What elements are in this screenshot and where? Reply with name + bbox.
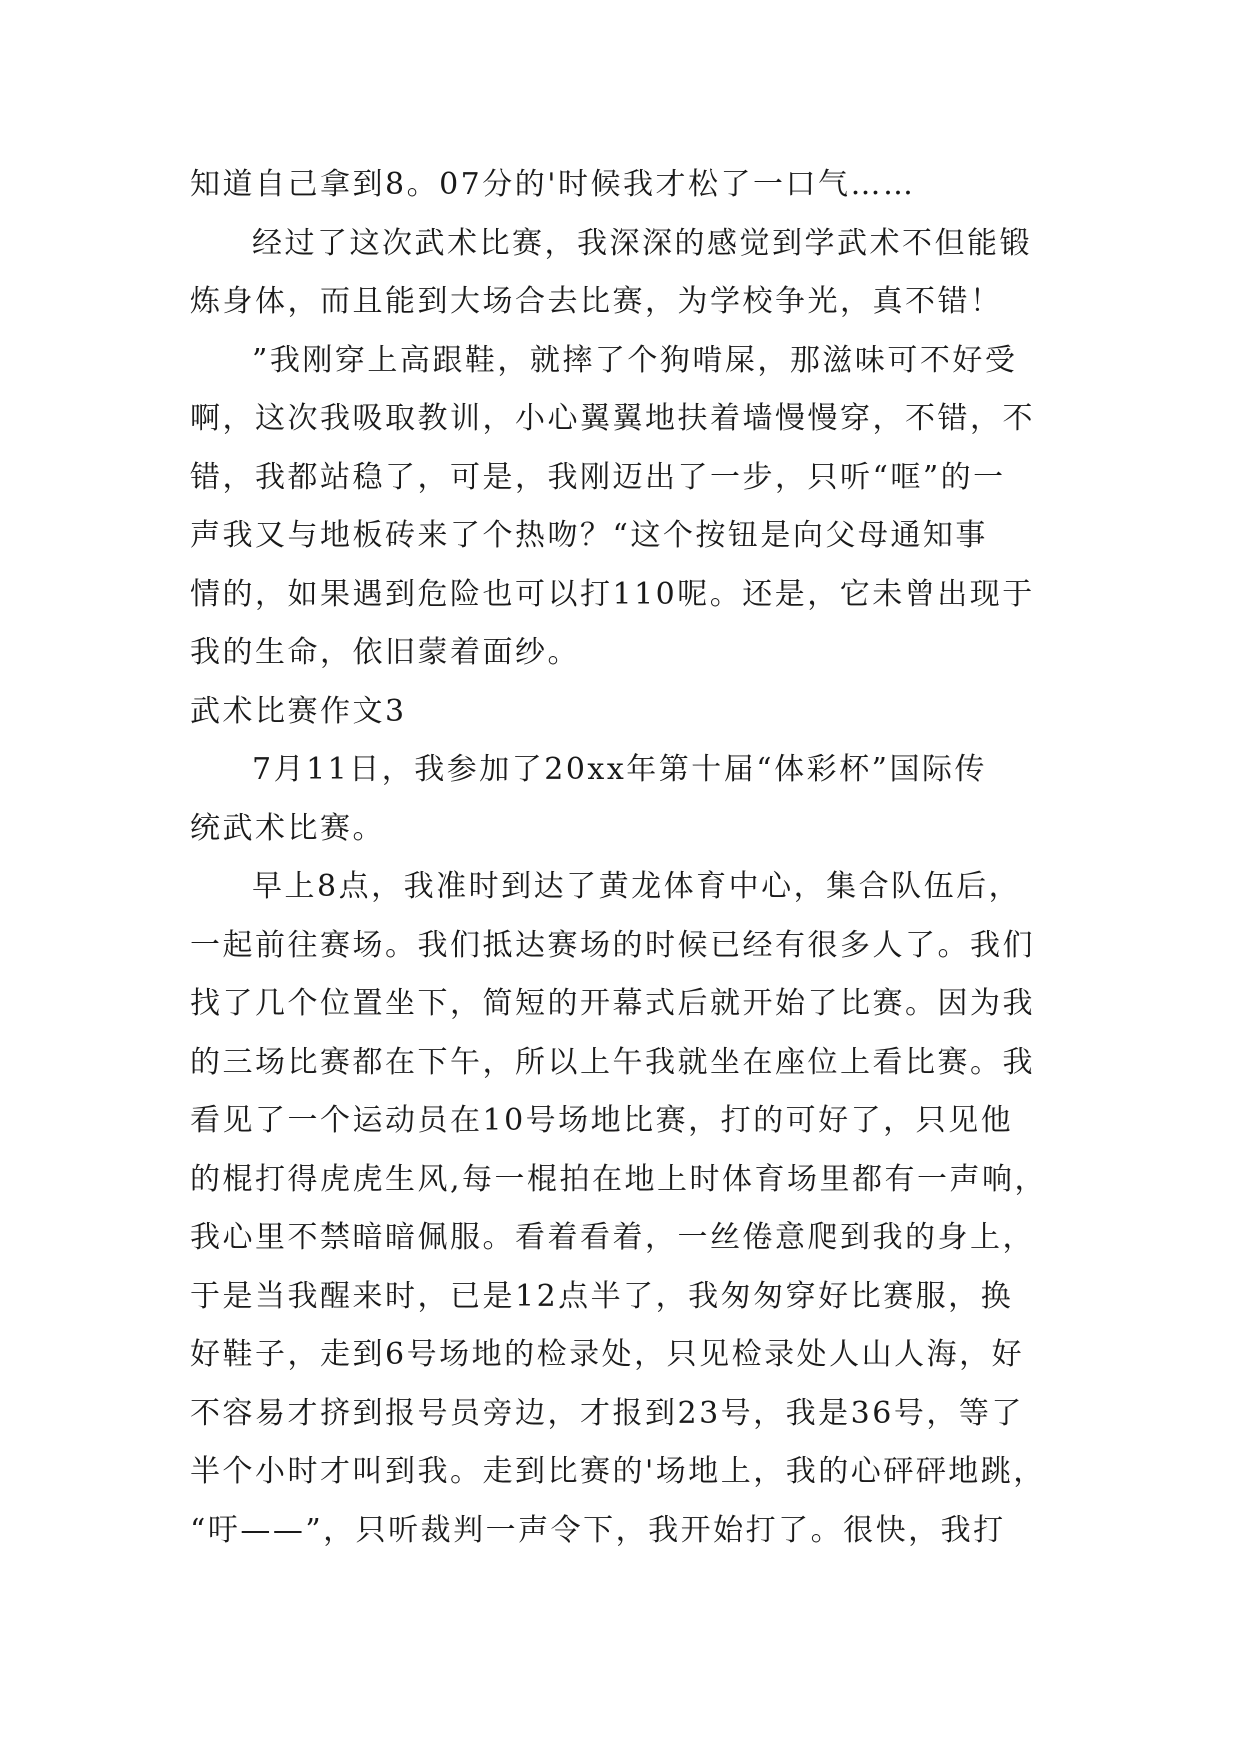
text-line: 我心里不禁暗暗佩服。看着看着，一丝倦意爬到我的身上，: [190, 1220, 1035, 1255]
text-line: 声我又与地板砖来了个热吻？“这个按钮是向父母通知事: [190, 518, 988, 553]
article-body: [190, 156, 1090, 1560]
text-line: 武术比赛作文3: [190, 693, 407, 729]
text-line: 早上8点，我准时到达了黄龙体育中心，集合队伍后，: [252, 869, 1022, 904]
text-line: 半个小时才叫到我。走到比赛的'场地上，我的心砰砰地跳，: [190, 1454, 1046, 1489]
text-line: 的三场比赛都在下午，所以上午我就坐在座位上看比赛。我: [190, 1044, 1035, 1080]
text-line: 7月11日，我参加了20xx年第十届“体彩杯”国际传: [252, 752, 987, 787]
text-line: 统武术比赛。: [190, 810, 385, 846]
text-line: 于是当我醒来时，已是12点半了，我匆匆穿好比赛服，换: [190, 1278, 1014, 1314]
text-line: 错，我都站稳了，可是，我刚迈出了一步，只听“哐”的一: [190, 459, 1006, 495]
text-line: 情的，如果遇到危险也可以打110呢。还是，它未曾出现于: [190, 576, 1035, 612]
text-line: 经过了这次武术比赛，我深深的感觉到学武术不但能锻: [252, 225, 1032, 261]
text-line: 不容易才挤到报号员旁边，才报到23号，我是36号，等了: [190, 1395, 1024, 1431]
text-line: 炼身体，而且能到大场合去比赛，为学校争光，真不错！: [190, 284, 1003, 319]
text-line: 找了几个位置坐下，简短的开幕式后就开始了比赛。因为我: [190, 986, 1035, 1021]
text-line: 的棍打得虎虎生风,每一棍拍在地上时体育场里都有一声响，: [190, 1161, 1048, 1197]
text-line: 好鞋子，走到6号场地的检录处，只见检录处人山人海，好: [190, 1337, 1025, 1372]
text-line: 啊，这次我吸取教训，小心翼翼地扶着墙慢慢穿，不错，不: [190, 401, 1035, 436]
text-line: ”我刚穿上高跟鞋，就摔了个狗啃屎，那滋味可不好受: [252, 342, 1018, 378]
text-line: 我的生命，依旧蒙着面纱。: [190, 635, 580, 670]
text-line: 看见了一个运动员在10号场地比赛，打的可好了，只见他: [190, 1103, 1014, 1138]
text-line: 知道自己拿到8。07分的'时候我才松了一口气……: [190, 167, 916, 202]
text-line: “吁——”，只听裁判一声令下，我开始打了。很快，我打: [190, 1512, 1006, 1548]
text-line: 一起前往赛场。我们抵达赛场的时候已经有很多人了。我们: [190, 927, 1035, 963]
